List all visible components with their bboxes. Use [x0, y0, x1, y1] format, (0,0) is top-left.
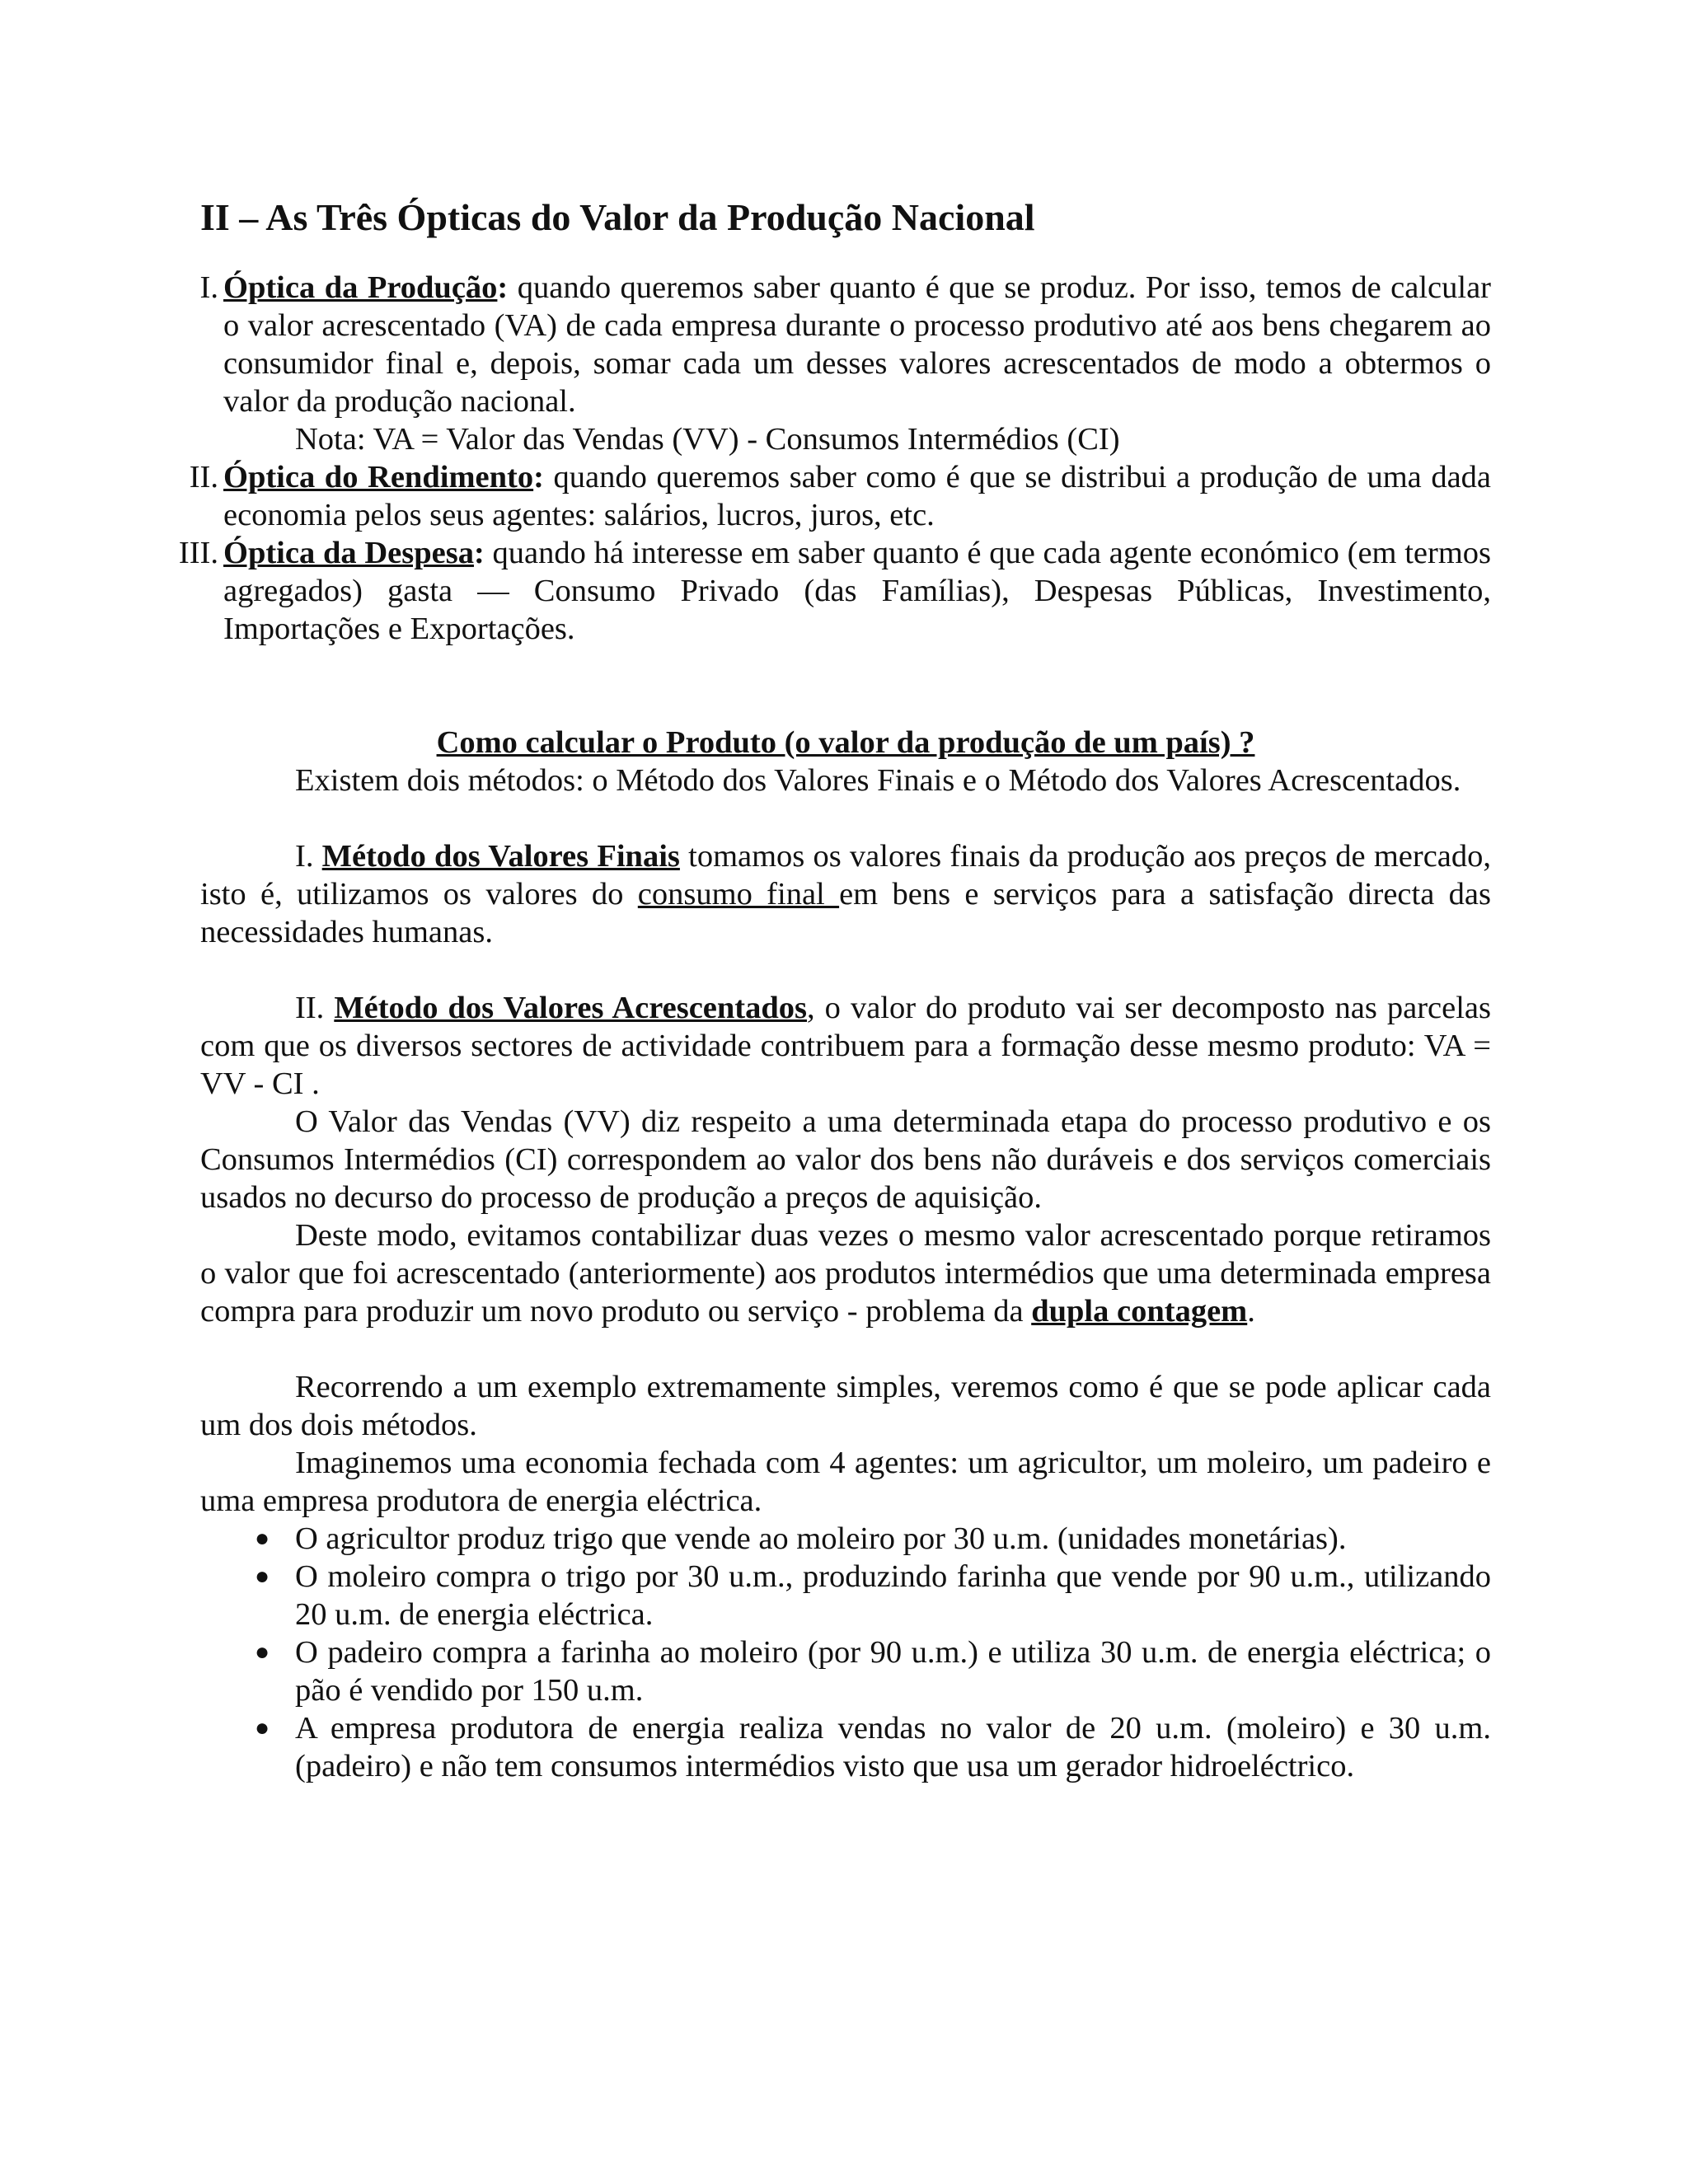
- optic-text: quando há interesse em saber quanto é que cada agente económico (em termos agregados) gasta — Consumo Privado (das Famílias), Despesas Públicas, Investimento, Importações e Exportações.: [223, 536, 1492, 646]
- document-body: [178, 194, 1492, 1785]
- method-text: em bens e serviços para a satisfação directa das necessidades humanas.: [200, 877, 1491, 949]
- roman-numeral: II.: [189, 460, 218, 494]
- optic-term: Óptica da Produção: [223, 270, 498, 305]
- section-title: II – As Três Ópticas do Valor da Produção Nacional: [200, 196, 1035, 238]
- bullet-icon: ●: [255, 1638, 270, 1666]
- method-added-values: [200, 989, 1491, 1103]
- method-number: I.: [295, 839, 322, 874]
- list-item: [200, 1709, 1491, 1785]
- list-item: [200, 1520, 1491, 1558]
- underlined-phrase: consumo final: [637, 877, 840, 912]
- optic-term: Óptica da Despesa: [223, 536, 474, 570]
- paragraph-double-counting: [200, 1216, 1491, 1330]
- list-item-text: O moleiro compra o trigo por 30 u.m., produzindo farinha que vende por 90 u.m., utilizando 20 u.m. de energia eléctrica.: [295, 1559, 1491, 1632]
- spacer: [200, 1330, 1491, 1368]
- roman-numeral: III.: [178, 536, 218, 570]
- optic-item-production: [200, 269, 1491, 458]
- bullet-icon: ●: [255, 1525, 270, 1552]
- paragraph-text: Deste modo, evitamos contabilizar duas vezes o mesmo valor acrescentado porque retiramos o valor que foi acrescentado (anteriormente) aos produtos intermédios que uma determinada empresa compra para produzir um novo produto ou serviço - problema da: [200, 1218, 1491, 1329]
- method-term: Método dos Valores Acrescentados: [334, 991, 807, 1025]
- calc-heading: Como calcular o Produto (o valor da produção de um país) ?: [436, 725, 1255, 760]
- method-final-values: [200, 837, 1491, 951]
- optic-colon: :: [497, 270, 509, 305]
- method-number: II.: [295, 991, 335, 1025]
- example-intro: Recorrendo a um exemplo extremamente simples, veremos como é que se pode aplicar cada um dos dois métodos.: [200, 1370, 1491, 1442]
- list-item-text: A empresa produtora de energia realiza vendas no valor de 20 u.m. (moleiro) e 30 u.m. (padeiro) e não tem consumos intermédios visto que usa um gerador hidroeléctrico.: [295, 1711, 1491, 1783]
- method-term: Método dos Valores Finais: [321, 839, 680, 874]
- example-bullet-list: [200, 1520, 1491, 1785]
- example-economy: Imaginemos uma economia fechada com 4 agentes: um agricultor, um moleiro, um padeiro e uma empresa produtora de energia eléctrica.: [200, 1446, 1491, 1518]
- optic-text: quando queremos saber quanto é que se produz. Por isso, temos de calcular o valor acrescentado (VA) de cada empresa durante o processo produtivo até aos bens chegarem ao consumidor final e, depois, somar cada um desses valores acrescentados de modo a obtermos o valor da produção nacional.: [223, 270, 1491, 419]
- spacer: [200, 951, 1491, 989]
- optic-item-expense: [178, 534, 1492, 648]
- spacer: [200, 799, 1491, 837]
- bullet-icon: ●: [255, 1563, 270, 1590]
- calc-intro: Existem dois métodos: o Método dos Valores Finais e o Método dos Valores Acrescentados.: [295, 763, 1461, 798]
- list-item-text: O padeiro compra a farinha ao moleiro (por 90 u.m.) e utiliza 30 u.m. de energia eléctrica; o pão é vendido por 150 u.m.: [295, 1635, 1491, 1708]
- bullet-icon: ●: [255, 1714, 270, 1741]
- optic-note: Nota: VA = Valor das Vendas (VV) - Consumos Intermédios (CI): [295, 422, 1120, 457]
- optic-text: quando queremos saber como é que se distribui a produção de uma dada economia pelos seus agentes: salários, lucros, juros, etc.: [223, 460, 1492, 532]
- paragraph-text: .: [1247, 1294, 1255, 1329]
- paragraph-vv-ci: O Valor das Vendas (VV) diz respeito a uma determinada etapa do processo produtivo e os Consumos Intermédios (CI) correspondem ao valor dos bens não duráveis e dos serviços comerciais usados no decurso do processo de produção a preços de aquisição.: [200, 1104, 1491, 1215]
- double-counting-term: dupla contagem: [1031, 1294, 1248, 1329]
- optic-colon: :: [533, 460, 544, 494]
- optics-list: [178, 269, 1492, 648]
- roman-numeral: I.: [199, 270, 218, 305]
- optic-term: Óptica do Rendimento: [223, 460, 534, 494]
- optic-colon: :: [473, 536, 485, 570]
- method-text: tomamos os valores finais da produção aos preços de mercado, isto é, utilizamos os valores do: [200, 839, 1492, 912]
- list-item: [200, 1558, 1491, 1633]
- list-item: [200, 1633, 1491, 1709]
- optic-item-income: [189, 458, 1492, 534]
- method-text: , o valor do produto vai ser decomposto nas parcelas com que os diversos sectores de actividade contribuem para a formação desse mesmo produto: VA = VV - CI .: [200, 991, 1491, 1101]
- list-item-text: O agricultor produz trigo que vende ao moleiro por 30 u.m. (unidades monetárias).: [295, 1521, 1347, 1556]
